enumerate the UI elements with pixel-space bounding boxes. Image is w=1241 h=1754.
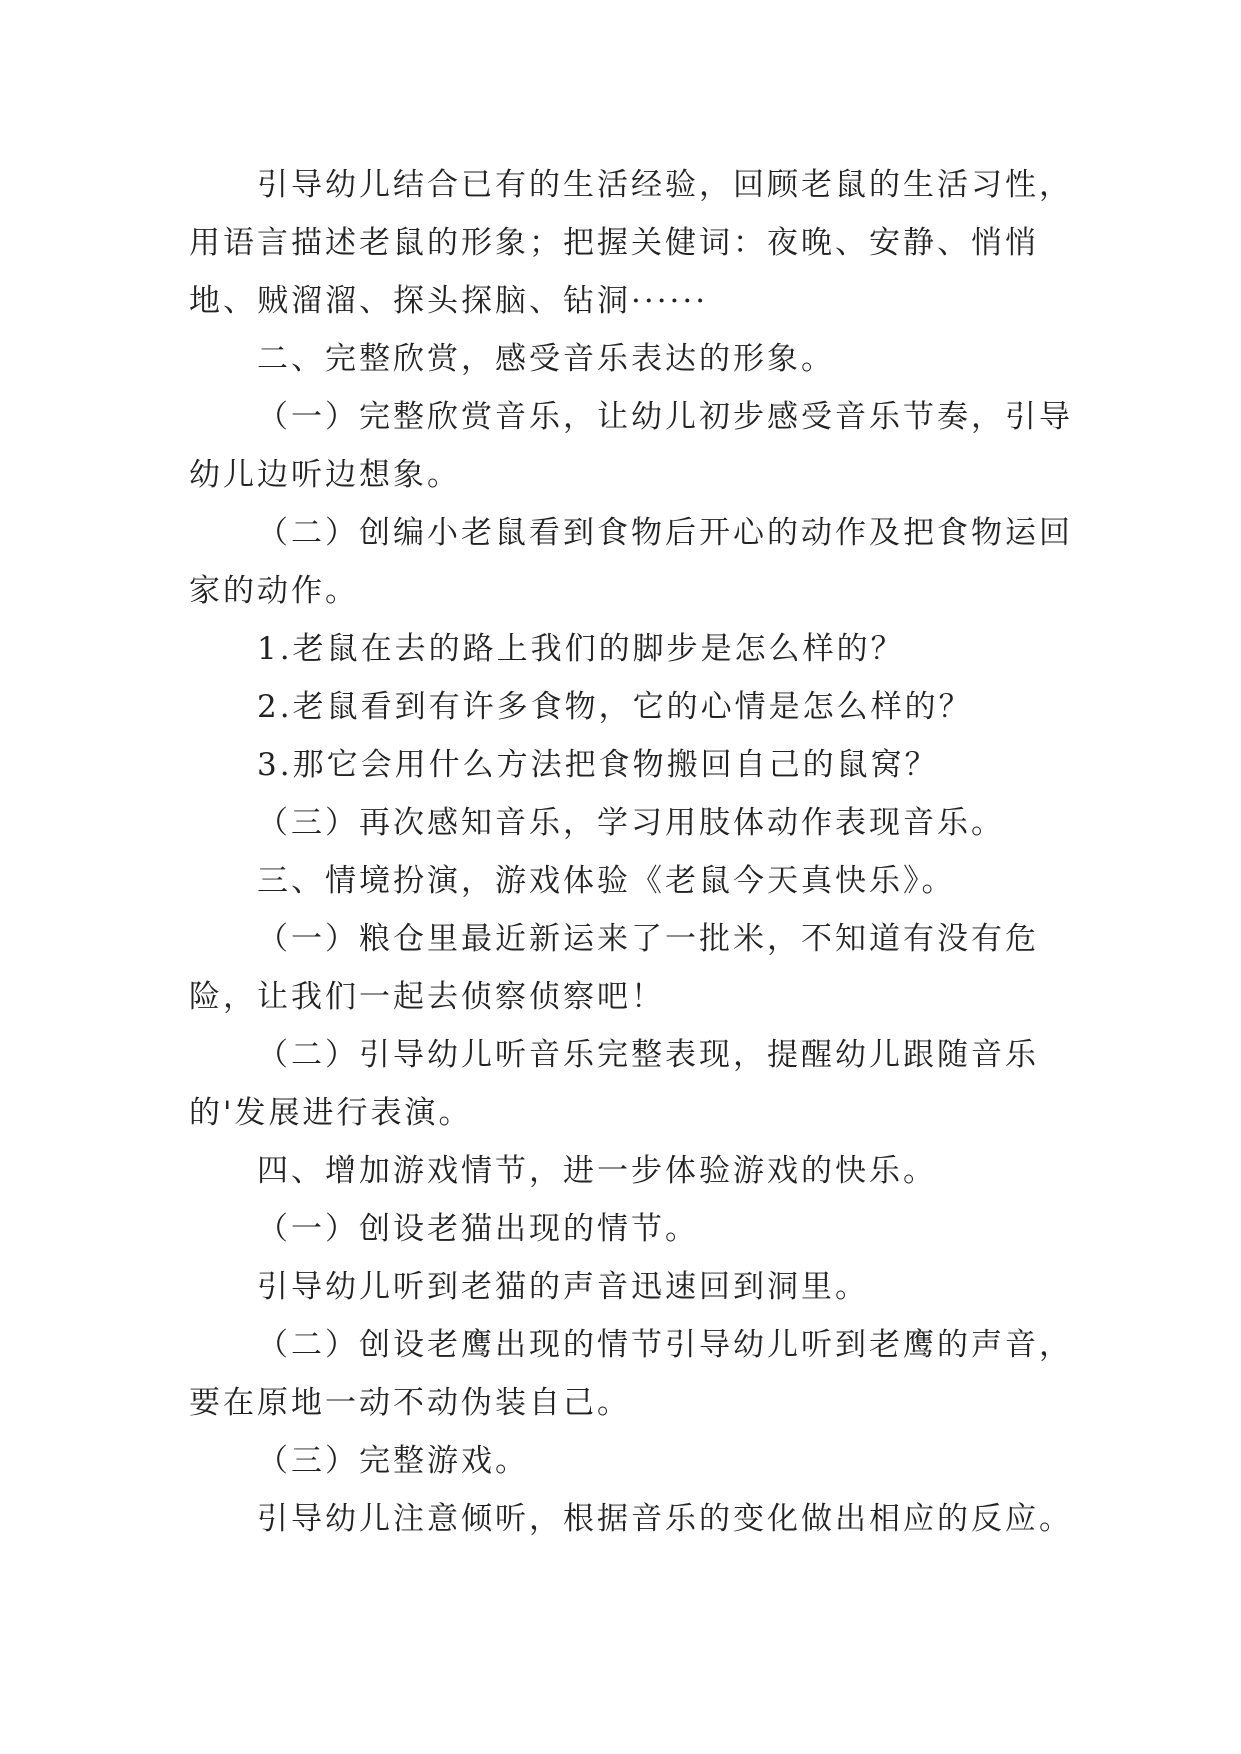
paragraph: （一）完整欣赏音乐，让幼儿初步感受音乐节奏，引导幼儿边听边想象。 <box>189 399 1073 493</box>
list-item: 2.老鼠看到有许多食物，它的心情是怎么样的？ <box>257 689 973 725</box>
paragraph: （三）再次感知音乐，学习用肢体动作表现音乐。 <box>257 805 1005 841</box>
paragraph: （三）完整游戏。 <box>257 1443 529 1479</box>
paragraph: （二）创设老鹰出现的情节引导幼儿听到老鹰的声音，要在原地一动不动伪装自己。 <box>189 1327 1073 1421</box>
section-heading: 三、情境扮演，游戏体验《老鼠今天真快乐》。 <box>257 863 956 899</box>
paragraph: （一）粮仓里最近新运来了一批米，不知道有没有危险，让我们一起去侦察侦察吧！ <box>189 921 1039 1015</box>
paragraph: （二）创编小老鼠看到食物后开心的动作及把食物运回家的动作。 <box>189 515 1073 609</box>
paragraph: （二）引导幼儿听音乐完整表现，提醒幼儿跟随音乐的'发展进行表演。 <box>189 1037 1039 1131</box>
document-body <box>189 156 1089 1548</box>
paragraph: 引导幼儿结合已有的生活经验，回顾老鼠的生活习性，用语言描述老鼠的形象；把握关健词：夜晚、安静、悄悄地、贼溜溜、探头探脑、钻洞······ <box>189 167 1073 319</box>
list-item: 3.那它会用什么方法把食物搬回自己的鼠窝？ <box>257 747 939 783</box>
section-heading: 四、增加游戏情节，进一步体验游戏的快乐。 <box>257 1153 937 1189</box>
list-item: 1.老鼠在去的路上我们的脚步是怎么样的？ <box>257 631 905 667</box>
section-heading: 二、完整欣赏，感受音乐表达的形象。 <box>257 341 835 377</box>
paragraph: （一）创设老猫出现的情节。 <box>257 1211 699 1247</box>
paragraph: 引导幼儿注意倾听，根据音乐的变化做出相应的反应。 <box>257 1501 1073 1537</box>
paragraph: 引导幼儿听到老猫的声音迅速回到洞里。 <box>257 1269 869 1305</box>
